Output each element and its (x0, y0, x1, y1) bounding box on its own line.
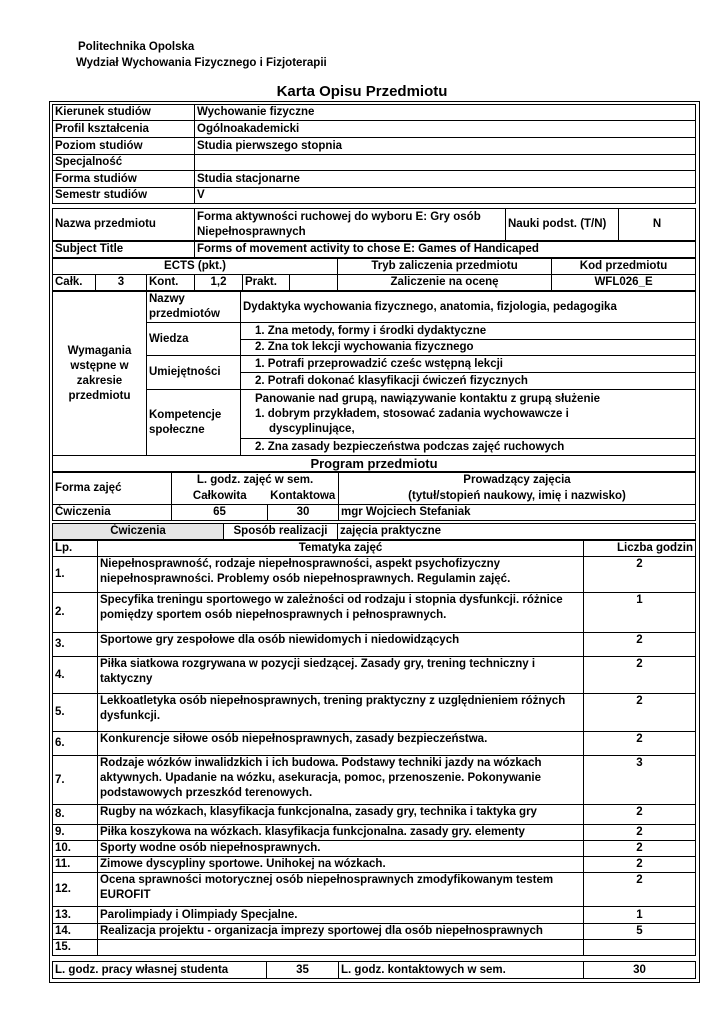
ects-total-value: 3 (96, 275, 147, 291)
info-row (53, 105, 696, 121)
topic-lp: 8. (53, 805, 98, 825)
info-value: Studia stacjonarne (195, 171, 696, 188)
hours-total-label: Całkowita (172, 489, 268, 505)
program-header: Program przedmiotu (53, 456, 696, 472)
table-row (53, 732, 696, 756)
info-value: Wychowanie fizyczne (195, 105, 696, 121)
topic-hours: 2 (584, 557, 696, 593)
program-table (52, 472, 696, 521)
topic-hours (584, 940, 696, 956)
subject-title-table (52, 241, 696, 258)
hours-label: L. godz. zajęć w sem. (172, 473, 339, 489)
table-row (53, 873, 696, 907)
topic-hours: 1 (584, 593, 696, 633)
topic-hours: 2 (584, 805, 696, 825)
prereq-table (52, 291, 696, 456)
topic-lp: 10. (53, 841, 98, 857)
topic-hours: 1 (584, 907, 696, 924)
document-title: Karta Opisu Przedmiotu (276, 83, 448, 100)
topic-text: Konkurencje siłowe osób niepełnosprawnych, zasady bezpieczeństwa. (98, 732, 584, 756)
table-row (53, 694, 696, 732)
class-contact: 30 (268, 505, 339, 521)
lp-header: Lp. (53, 541, 98, 557)
topic-text: Sporty wodne osób niepełnosprawnych. (98, 841, 584, 857)
own-work-value: 35 (267, 962, 339, 979)
topic-hours: 2 (584, 694, 696, 732)
table-row (53, 940, 696, 956)
topic-lp: 15. (53, 940, 98, 956)
info-row (53, 171, 696, 188)
form-label: Forma zajęć (53, 473, 172, 505)
subject-name-label: Nazwa przedmiotu (53, 209, 195, 241)
topic-hours: 2 (584, 657, 696, 694)
info-label: Forma studiów (53, 171, 195, 188)
contact-hours-value: 30 (584, 962, 696, 979)
class-form: Ćwiczenia (53, 505, 172, 521)
ects-kont-value: 1,2 (195, 275, 243, 291)
topic-lp: 7. (53, 756, 98, 805)
info-value (195, 155, 696, 171)
info-label: Specjalność (53, 155, 195, 171)
topic-hours: 2 (584, 732, 696, 756)
code-value: WFL026_E (552, 275, 696, 291)
sub-form: Ćwiczenia (53, 524, 224, 540)
topic-hours: 5 (584, 924, 696, 940)
topic-header: Tematyka zajęć (98, 541, 584, 557)
topic-text: Niepełnosprawność, rodzaje niepełnosprawności, aspekt psychofizyczny niepełnosprawności. Problemy osób niepełnosprawnych. Regulamin zajęć. (98, 557, 584, 593)
topic-lp: 12. (53, 873, 98, 907)
table-row (53, 593, 696, 633)
topic-text: Piłka koszykowa na wózkach. klasyfikacja funkcjonalna. zasady gry. elementy (98, 825, 584, 841)
topic-text: Parolimpiady i Olimpiady Specjalne. (98, 907, 584, 924)
topic-lp: 5. (53, 694, 98, 732)
info-label: Profil kształcenia (53, 121, 195, 138)
subject-table (52, 208, 696, 241)
topic-hours: 2 (584, 873, 696, 907)
competence-line: 1. dobrym przykładem, stosować zadania wychowawcze i (255, 407, 569, 420)
teacher-label: Prowadzący zajęcia (339, 473, 696, 489)
table-row (53, 805, 696, 825)
contact-hours-label: L. godz. kontaktowych w sem. (339, 962, 584, 979)
class-total: 65 (172, 505, 268, 521)
mode-header: Tryb zaliczenia przedmiotu (338, 259, 552, 275)
topic-lp: 9. (53, 825, 98, 841)
topic-text: Rugby na wózkach, klasyfikacja funkcjonalna, zasady gry, technika i taktyka gry (98, 805, 584, 825)
info-label: Poziom studiów (53, 138, 195, 155)
topic-text (98, 940, 584, 956)
table-row (53, 924, 696, 940)
topic-text: Ocena sprawności motorycznej osób niepełnosprawnych zmodyfikowanym testem EUROFIT (98, 873, 584, 907)
competence-item: 2. Zna zasady bezpieczeństwa podczas zajęć ruchowych (241, 439, 696, 456)
faculty-name: Wydział Wychowania Fizycznego i Fizjoterapii (76, 57, 327, 69)
ects-prakt-value (290, 275, 338, 291)
info-value: Ogólnoakademicki (195, 121, 696, 138)
code-header: Kod przedmiotu (552, 259, 696, 275)
topic-lp: 6. (53, 732, 98, 756)
knowledge-item: 1. Zna metody, formy i środki dydaktyczne (241, 323, 696, 340)
topic-hours: 2 (584, 857, 696, 873)
ects-table (52, 258, 696, 291)
prereq-names-value: Dydaktyka wychowania fizycznego, anatomia, fizjologia, pedagogika (241, 292, 696, 323)
topic-hours: 3 (584, 756, 696, 805)
info-row (53, 121, 696, 138)
ects-kont-label: Kont. (147, 275, 195, 291)
table-row (53, 657, 696, 694)
topic-text: Lekkoatletyka osób niepełnosprawnych, trening praktyczny z uzględnieniem różnych dysfunkcji. (98, 694, 584, 732)
basic-sciences-label: Nauki podst. (T/N) (506, 209, 619, 241)
competence-line: dyscyplinujące, (269, 422, 355, 435)
table-row (53, 857, 696, 873)
skills-label: Umiejętności (147, 356, 241, 390)
topic-text: Zimowe dyscypliny sportowe. Unihokej na wózkach. (98, 857, 584, 873)
knowledge-item: 2. Zna tok lekcji wychowania fizycznego (241, 340, 696, 356)
footer-table (52, 961, 696, 979)
topic-lp: 14. (53, 924, 98, 940)
topic-lp: 1. (53, 557, 98, 593)
ects-prakt-label: Prakt. (243, 275, 290, 291)
topic-hours: 2 (584, 841, 696, 857)
subject-title-label: Subject Title (53, 242, 195, 258)
info-value: V (195, 188, 696, 204)
info-row (53, 138, 696, 155)
topic-lp: 13. (53, 907, 98, 924)
info-row (53, 188, 696, 204)
hours-contact-label: Kontaktowa (268, 489, 339, 505)
table-row (53, 756, 696, 805)
info-table (52, 104, 696, 204)
info-value: Studia pierwszego stopnia (195, 138, 696, 155)
skills-item: 1. Potrafi przeprowadzić cześc wstępną lekcji (241, 356, 696, 373)
hours-header: Liczba godzin (584, 541, 696, 557)
table-row (53, 825, 696, 841)
ects-header: ECTS (pkt.) (53, 259, 338, 275)
realization-value: zajęcia praktyczne (338, 524, 696, 540)
table-row (53, 907, 696, 924)
topic-lp: 2. (53, 593, 98, 633)
topic-text: Sportowe gry zespołowe dla osób niewidomych i niedowidzących (98, 633, 584, 657)
info-label: Kierunek studiów (53, 105, 195, 121)
program-header-table (52, 455, 696, 472)
topic-hours: 2 (584, 825, 696, 841)
topic-lp: 3. (53, 633, 98, 657)
subject-name-value: Forma aktywności ruchowej do wyboru E: Gry osób Niepełnosprawnych (195, 209, 506, 241)
topic-hours: 2 (584, 633, 696, 657)
university-name: Politechnika Opolska (78, 41, 195, 53)
basic-sciences-value: N (619, 209, 696, 241)
table-row (53, 633, 696, 657)
topic-text: Piłka siatkowa rozgrywana w pozycji siedzącej. Zasady gry, trening techniczny i taktyczny (98, 657, 584, 694)
teacher-sub-label: (tytuł/stopień naukowy, imię i nazwisko) (339, 489, 696, 505)
topic-text: Realizacja projektu - organizacja imprezy sportowej dla osób niepełnosprawnych (98, 924, 584, 940)
table-row (53, 557, 696, 593)
realization-label: Sposób realizacji (224, 524, 338, 540)
topics-table (52, 540, 696, 956)
class-teacher: mgr Wojciech Stefaniak (339, 505, 696, 521)
topic-text: Specyfika treningu sportowego w zależności od rodzaju i stopnia dysfunkcji. różnice pomiędzy sportem osób niepełnosprawnych i pełnosprawnych. (98, 593, 584, 633)
topic-lp: 4. (53, 657, 98, 694)
topic-text: Rodzaje wózków inwalidzkich i ich budowa. Podstawy techniki jazdy na wózkach aktywnych. Upadanie na wózku, asekuracja, pomoc, przenoszenie. Pokonywanie podstawowych przeszkód terenowych. (98, 756, 584, 805)
topic-lp: 11. (53, 857, 98, 873)
competence-line: Panowanie nad grupą, nawiązywanie kontaktu z grupą służenie (255, 392, 601, 405)
prereq-names-label: Nazwy przedmiotów (147, 292, 241, 323)
info-label: Semestr studiów (53, 188, 195, 204)
realization-table (52, 523, 696, 540)
info-row (53, 155, 696, 171)
own-work-label: L. godz. pracy własnej studenta (53, 962, 267, 979)
table-row (53, 841, 696, 857)
knowledge-label: Wiedza (147, 323, 241, 356)
mode-value: Zaliczenie na ocenę (338, 275, 552, 291)
prereq-label: Wymagania wstępne w zakresie przedmiotu (53, 292, 147, 456)
subject-title-value: Forms of movement activity to chose E: Games of Handicaped (195, 242, 696, 258)
ects-total-label: Całk. (53, 275, 96, 291)
competence-label: Kompetencje społeczne (147, 390, 241, 456)
skills-item: 2. Potrafi dokonać klasyfikacji ćwiczeń fizycznych (241, 373, 696, 390)
competence-item (241, 390, 696, 439)
